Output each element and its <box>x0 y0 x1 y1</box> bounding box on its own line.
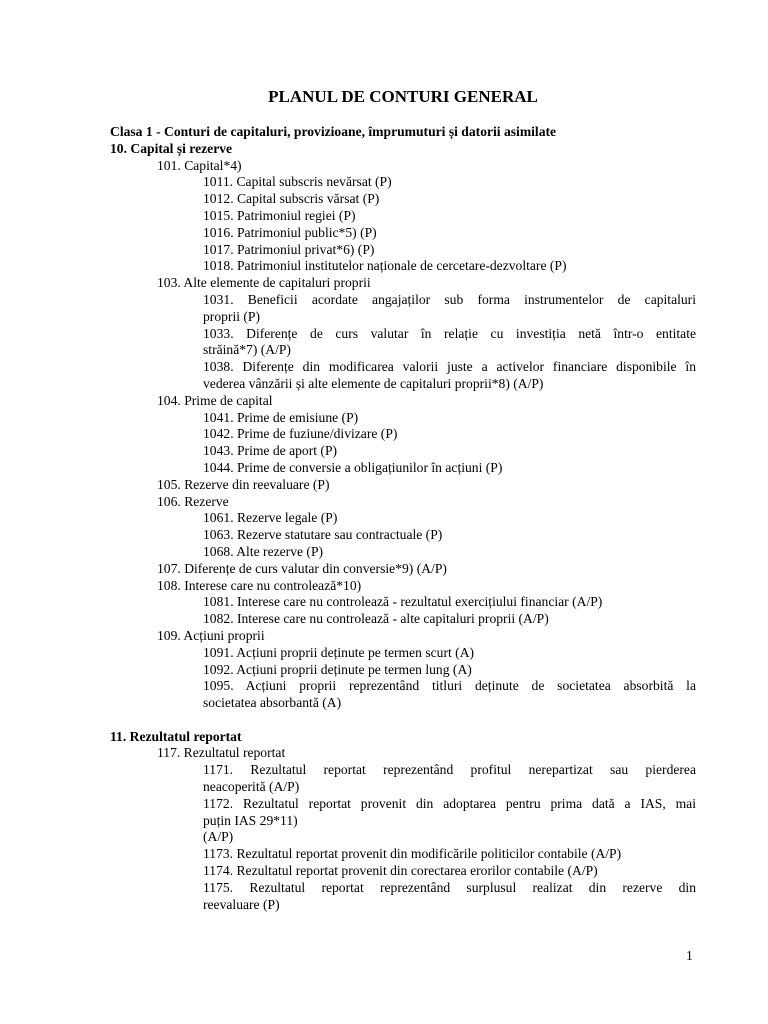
account-1092: 1092. Acțiuni proprii deținute pe termen lung (A) <box>203 661 472 677</box>
account-1173: 1173. Rezultatul reportat provenit din modificările politicilor contabile (A/P) <box>203 846 622 862</box>
account-1015: 1015. Patrimoniul regiei (P) <box>203 207 356 223</box>
account-1172-line2: puțin IAS 29*11) <box>203 812 298 828</box>
account-103: 103. Alte elemente de capitaluri proprii <box>157 275 371 291</box>
account-1012: 1012. Capital subscris vărsat (P) <box>203 191 380 207</box>
account-1091: 1091. Acțiuni proprii deținute pe termen scurt (A) <box>203 644 475 660</box>
page-number: 1 <box>686 948 693 963</box>
account-1041: 1041. Prime de emisiune (P) <box>203 409 359 425</box>
account-1044: 1044. Prime de conversie a obligațiunilor în acțiuni (P) <box>203 459 503 475</box>
account-106: 106. Rezerve <box>157 493 229 509</box>
page-title: PLANUL DE CONTURI GENERAL <box>268 87 538 106</box>
account-1017: 1017. Patrimoniul privat*6) (P) <box>203 241 375 257</box>
group-heading-11: 11. Rezultatul reportat <box>110 728 242 744</box>
section-spacer <box>110 712 696 729</box>
account-1016: 1016. Patrimoniul public*5) (P) <box>203 224 377 240</box>
account-1081: 1081. Interese care nu controlează - rezultatul exercițiului financiar (A/P) <box>203 594 603 610</box>
account-117: 117. Rezultatul reportat <box>157 745 286 761</box>
account-104: 104. Prime de capital <box>157 392 273 408</box>
account-1043: 1043. Prime de aport (P) <box>203 443 338 459</box>
account-108: 108. Interese care nu controlează*10) <box>157 577 362 593</box>
account-1031-line2: proprii (P) <box>203 308 261 324</box>
account-1063: 1063. Rezerve statutare sau contractuale (P) <box>203 527 443 543</box>
account-1031-line1: 1031. Beneficii acordate angajaților sub forma instrumentelor de capitaluri <box>203 291 696 307</box>
account-101: 101. Capital*4) <box>157 157 242 173</box>
account-1011: 1011. Capital subscris nevărsat (P) <box>203 174 392 190</box>
account-1018: 1018. Patrimoniul institutelor naționale de cercetare-dezvoltare (P) <box>203 258 567 274</box>
account-1175-line2: reevaluare (P) <box>203 896 280 912</box>
group-heading-10: 10. Capital și rezerve <box>110 140 233 156</box>
account-107: 107. Diferențe de curs valutar din conversie*9) (A/P) <box>157 560 447 576</box>
account-1171-line1: 1171. Rezultatul reportat reprezentând profitul nerepartizat sau pierderea <box>203 762 696 778</box>
account-1061: 1061. Rezerve legale (P) <box>203 510 338 526</box>
account-list <box>110 124 696 913</box>
class-heading: Clasa 1 - Conturi de capitaluri, provizioane, împrumuturi și datorii asimilate <box>110 124 557 139</box>
account-109: 109. Acțiuni proprii <box>157 627 265 643</box>
account-1172-line3: (A/P) <box>203 829 234 845</box>
account-1175-line1: 1175. Rezultatul reportat reprezentând surplusul realizat din rezerve din <box>203 879 696 895</box>
account-1171-line2: neacoperită (A/P) <box>203 779 300 795</box>
account-1172-line1: 1172. Rezultatul reportat provenit din adoptarea pentru prima dată a IAS, mai <box>203 795 696 811</box>
account-1082: 1082. Interese care nu controlează - alte capitaluri proprii (A/P) <box>203 611 549 627</box>
account-1038-line1: 1038. Diferențe din modificarea valorii juste a activelor financiare disponibile în <box>203 359 696 375</box>
account-1095-line1: 1095. Acțiuni proprii reprezentând titluri deținute de societatea absorbită la <box>203 678 696 694</box>
account-1038-line2: vederea vânzării și alte elemente de capitaluri proprii*8) (A/P) <box>203 375 544 391</box>
account-105: 105. Rezerve din reevaluare (P) <box>157 476 330 492</box>
account-1042: 1042. Prime de fuziune/divizare (P) <box>203 426 398 442</box>
account-1033-line2: străină*7) (A/P) <box>203 342 291 358</box>
account-1033-line1: 1033. Diferențe de curs valutar în relație cu investiția netă într-o entitate <box>203 325 696 341</box>
account-1174: 1174. Rezultatul reportat provenit din corectarea erorilor contabile (A/P) <box>203 863 598 879</box>
account-1095-line2: societatea absorbantă (A) <box>203 695 342 711</box>
account-1068: 1068. Alte rezerve (P) <box>203 543 324 559</box>
